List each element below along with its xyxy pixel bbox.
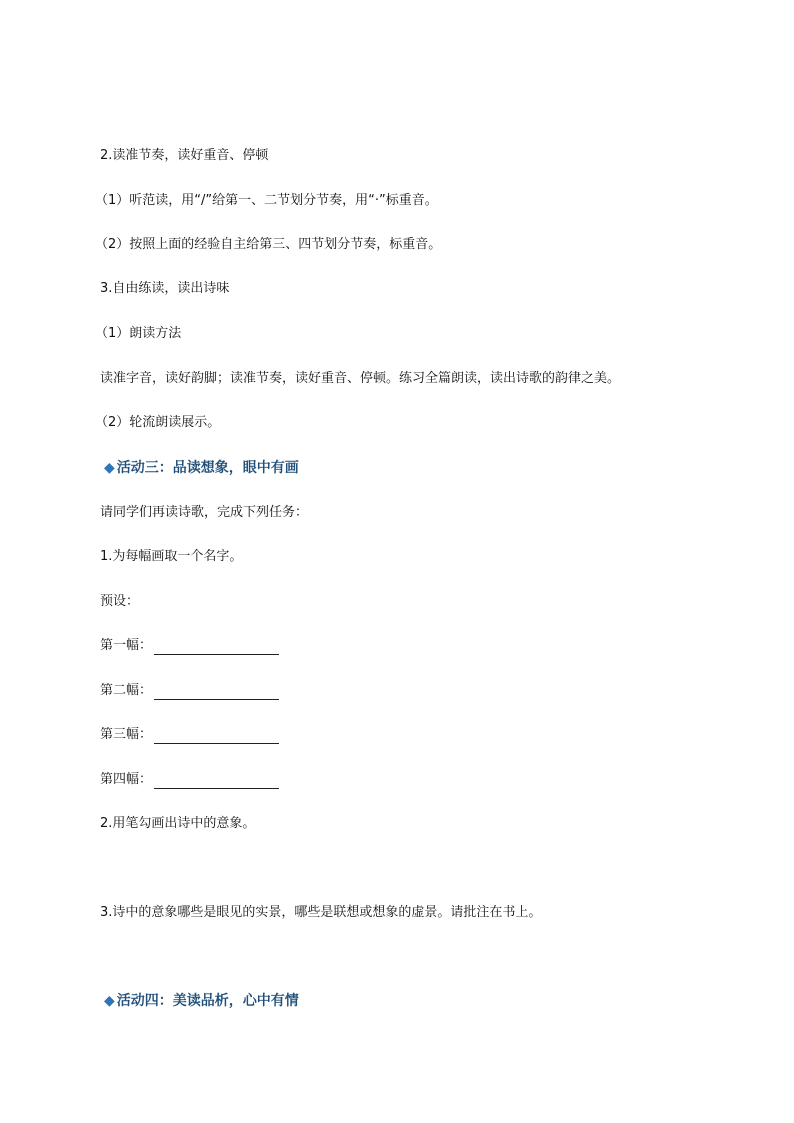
section3-method: 读准字音，读好韵脚；读准节奏，读好重音、停顿。练习全篇朗读，读出诗歌的韵律之美。 — [100, 371, 621, 386]
activity4-title: 活动四：美读品析，心中有情 — [116, 993, 299, 1009]
diamond-bullet-icon: ◆ — [104, 460, 115, 476]
activity3-heading — [104, 459, 299, 477]
painting-name-label: 第二幅： — [100, 683, 153, 698]
painting-name-row — [100, 637, 279, 655]
section3-step1: （1）朗读方法 — [95, 326, 182, 341]
painting-name-label: 第一幅： — [100, 638, 153, 653]
activity3-task3: 3.诗中的意象哪些是眼见的实景，哪些是联想或想象的虚景。请批注在书上。 — [100, 905, 542, 920]
activity4-heading — [104, 992, 299, 1010]
painting-name-blank — [154, 727, 279, 744]
painting-name-label: 第四幅： — [100, 772, 153, 787]
activity3-preset: 预设： — [100, 594, 140, 609]
painting-name-blank — [154, 638, 279, 655]
section2-step2: （2）按照上面的经验自主给第三、四节划分节奏，标重音。 — [95, 237, 442, 252]
painting-name-row — [100, 771, 279, 789]
painting-name-row — [100, 726, 279, 744]
activity3-task1: 1.为每幅画取一个名字。 — [100, 549, 243, 564]
section2-title: 2.读准节奏，读好重音、停顿 — [100, 148, 269, 163]
section3-step2: （2）轮流朗读展示。 — [95, 415, 221, 430]
activity3-intro: 请同学们再读诗歌，完成下列任务： — [100, 505, 309, 520]
painting-name-row — [100, 682, 279, 700]
section3-title: 3.自由练读，读出诗味 — [100, 281, 230, 296]
painting-name-blank — [154, 683, 279, 700]
painting-name-blank — [154, 772, 279, 789]
activity3-task2: 2.用笔勾画出诗中的意象。 — [100, 816, 256, 831]
diamond-bullet-icon: ◆ — [104, 993, 115, 1009]
section2-step1: （1）听范读，用“/”给第一、二节划分节奏，用“·”标重音。 — [95, 193, 438, 208]
activity3-title: 活动三：品读想象，眼中有画 — [116, 460, 299, 476]
painting-name-label: 第三幅： — [100, 727, 153, 742]
